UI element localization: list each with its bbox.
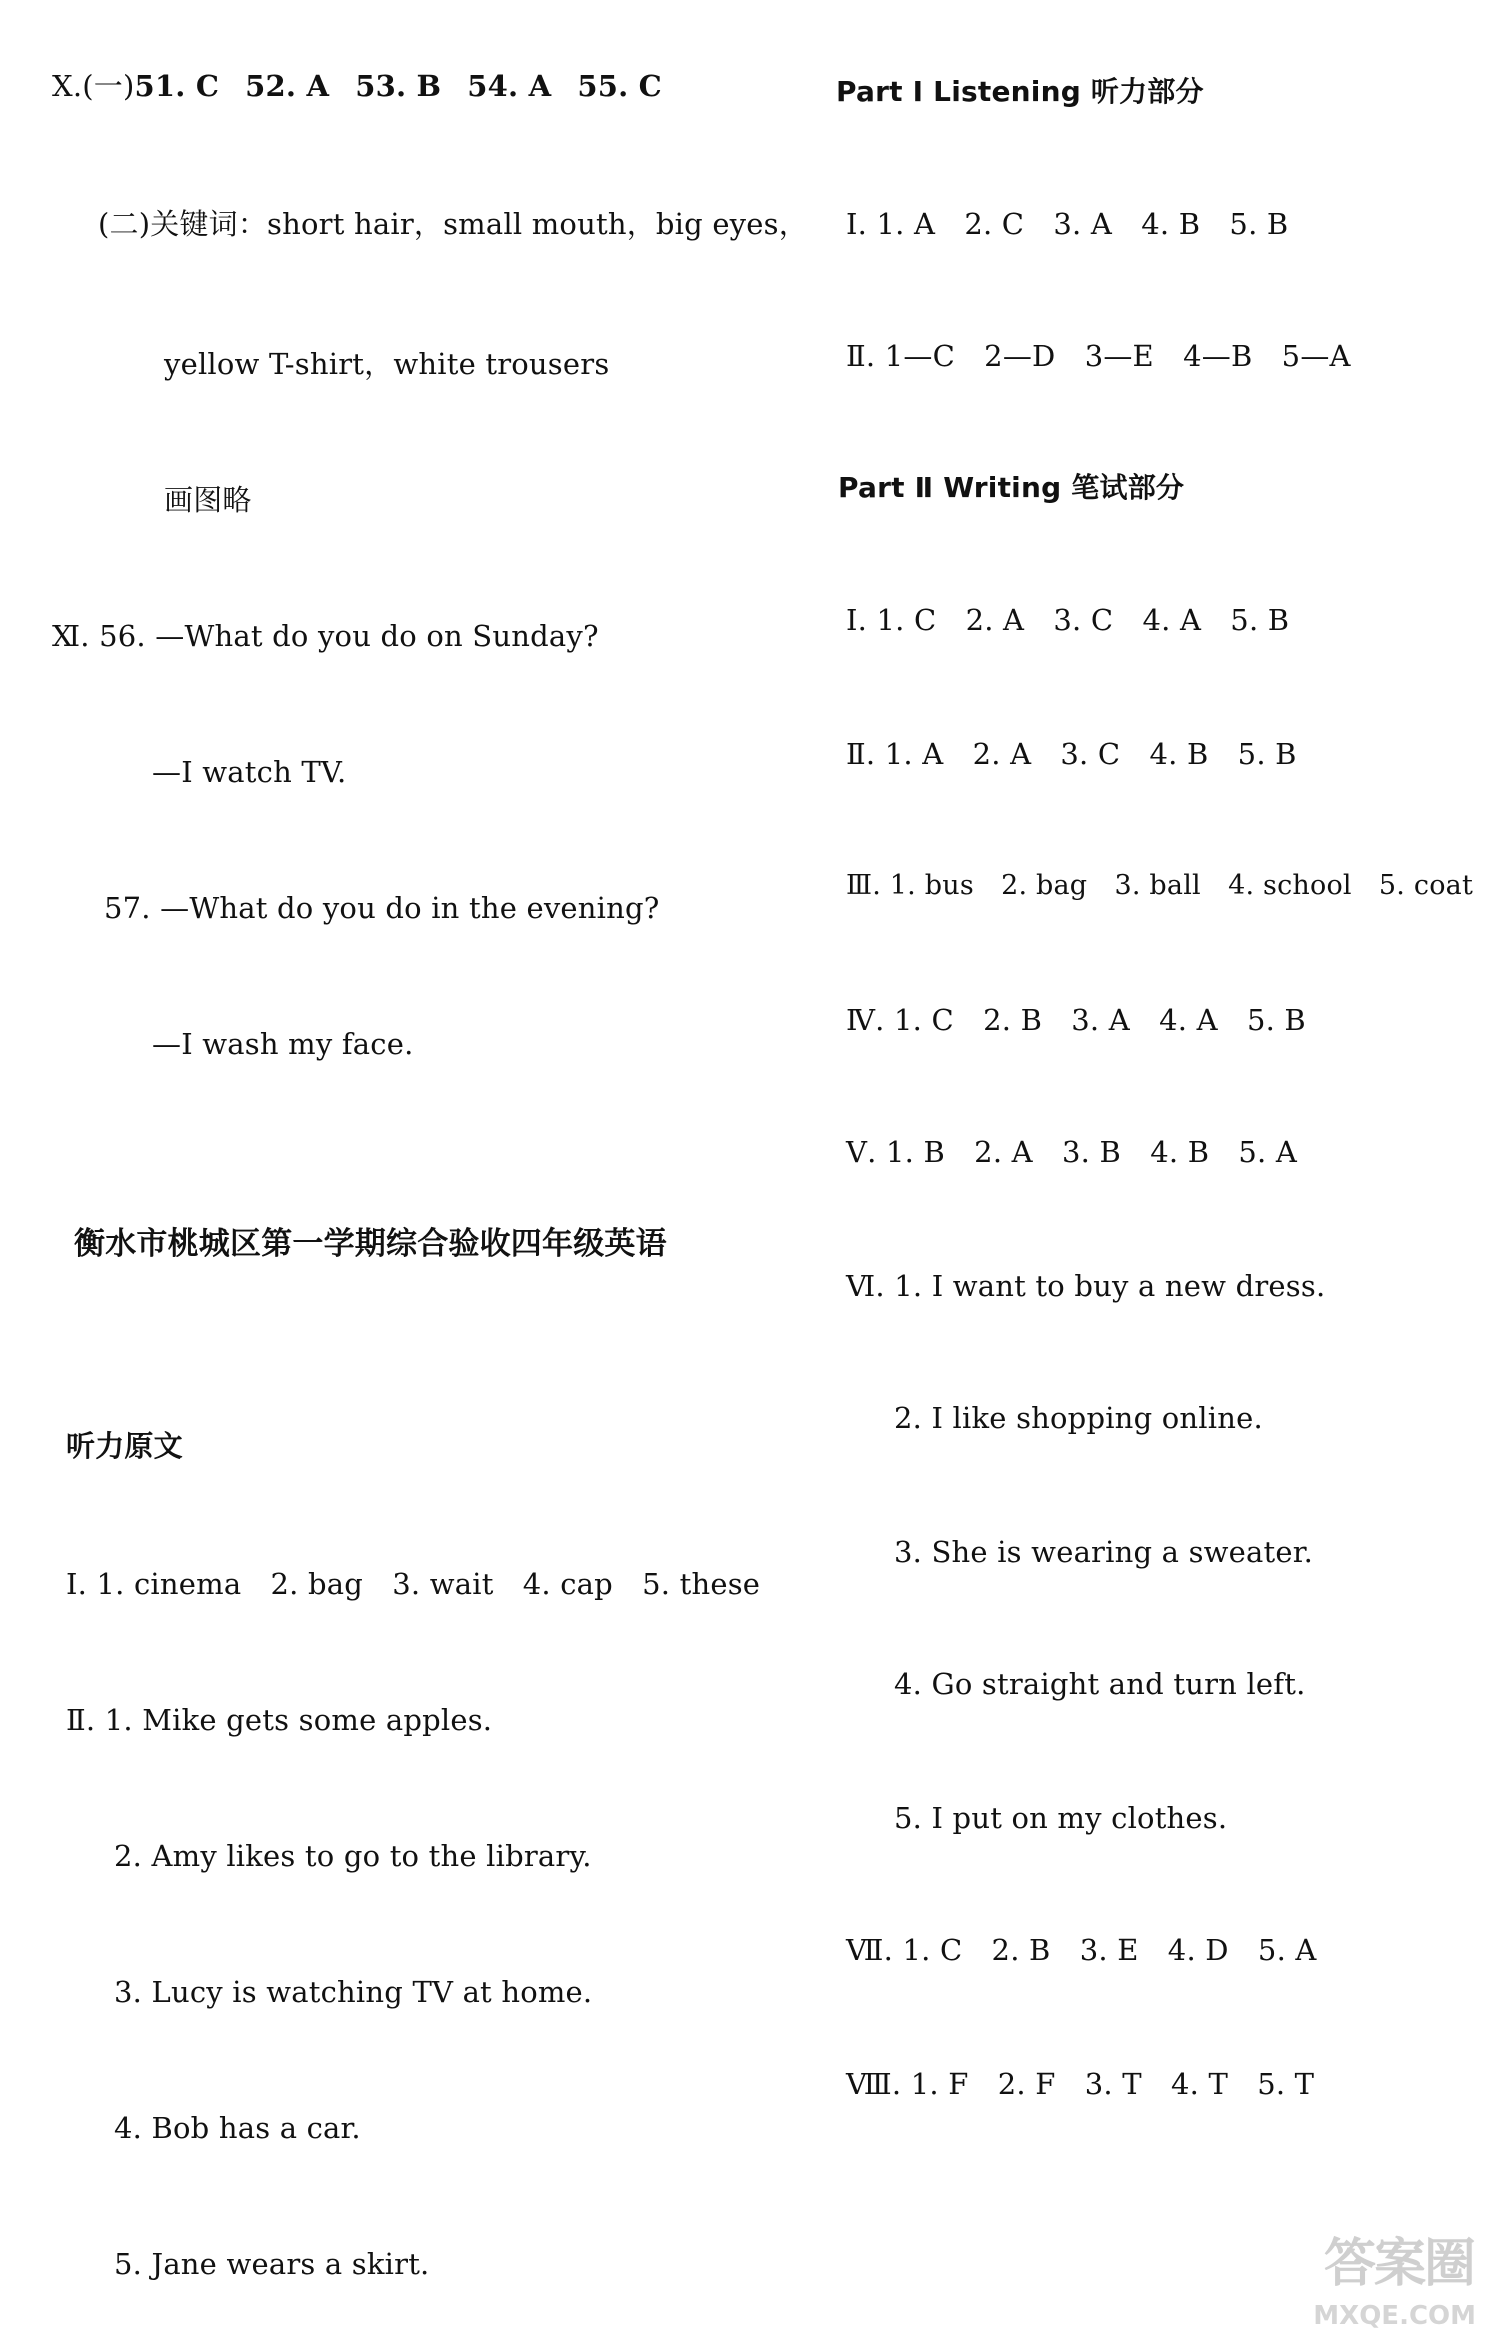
xi-56-question: Ⅺ. 56. —What do you do on Sunday? (52, 619, 599, 653)
part2-section-viii: Ⅷ. 1. F 2. F 3. T 4. T 5. T (846, 2067, 1315, 2101)
x-answer-53: 53. B (355, 69, 442, 103)
listening-text-ii-2: 2. Amy likes to go to the library. (114, 1839, 592, 1873)
part1-heading: Part Ⅰ Listening 听力部分 (836, 75, 1204, 108)
x-answers (52, 68, 662, 104)
watermark-brand: 答案圈 (1323, 2234, 1474, 2294)
part2-section-iii: Ⅲ. 1. bus 2. bag 3. ball 4. school 5. coat (846, 870, 1474, 901)
x-draw-note: 画图略 (164, 483, 252, 517)
listening-text-ii-4: 4. Bob has a car. (114, 2111, 361, 2145)
watermark-logo (1290, 2221, 1480, 2331)
x-answer-55: 55. C (577, 69, 662, 103)
part1-section-ii: Ⅱ. 1—C 2—D 3—E 4—B 5—A (846, 339, 1351, 373)
x-answer-51: 51. C (134, 69, 220, 103)
exam-title: 衡水市桃城区第一学期综合验收四年级英语 (74, 1226, 667, 1262)
x-keywords-line-2: yellow T-shirt，white trousers (164, 347, 610, 381)
x-prefix: (一) (82, 69, 135, 103)
watermark-url: MXQE.COM (1313, 2301, 1476, 2331)
part2-section-vii: Ⅶ. 1. C 2. B 3. E 4. D 5. A (846, 1933, 1317, 1967)
listening-text-ii-5: 5. Jane wears a skirt. (114, 2247, 430, 2281)
x-answer-54: 54. A (467, 69, 552, 103)
listening-text-ii-3: 3. Lucy is watching TV at home. (114, 1975, 593, 2009)
listening-text-ii-1: Ⅱ. 1. Mike gets some apples. (66, 1703, 493, 1737)
xi-56-answer: —I watch TV. (152, 755, 347, 789)
part2-section-ii: Ⅱ. 1. A 2. A 3. C 4. B 5. B (846, 737, 1297, 771)
part2-heading: Part Ⅱ Writing 笔试部分 (838, 471, 1185, 504)
part2-section-i: Ⅰ. 1. C 2. A 3. C 4. A 5. B (846, 603, 1290, 637)
listening-text-heading: 听力原文 (66, 1429, 183, 1463)
part1-section-i: Ⅰ. 1. A 2. C 3. A 4. B 5. B (846, 207, 1289, 241)
part2-section-v: Ⅴ. 1. B 2. A 3. B 4. B 5. A (846, 1135, 1298, 1169)
x-keywords-line-1: (二)关键词：short hair，small mouth，big eyes， (98, 207, 808, 241)
x-answer-52: 52. A (245, 69, 330, 103)
x-roman: Ⅹ. (52, 69, 83, 103)
part2-section-iv: Ⅳ. 1. C 2. B 3. A 4. A 5. B (846, 1003, 1306, 1037)
part2-section-vi-1: Ⅵ. 1. I want to buy a new dress. (846, 1269, 1326, 1303)
xi-57-question: 57. —What do you do in the evening? (104, 891, 660, 925)
part2-section-vi-2: 2. I like shopping online. (894, 1401, 1263, 1435)
listening-text-i: Ⅰ. 1. cinema 2. bag 3. wait 4. cap 5. these (66, 1567, 761, 1601)
xi-57-answer: —I wash my face. (152, 1027, 414, 1061)
part2-section-vi-4: 4. Go straight and turn left. (894, 1667, 1306, 1701)
part2-section-vi-5: 5. I put on my clothes. (894, 1801, 1228, 1835)
part2-section-vi-3: 3. She is wearing a sweater. (894, 1535, 1314, 1569)
